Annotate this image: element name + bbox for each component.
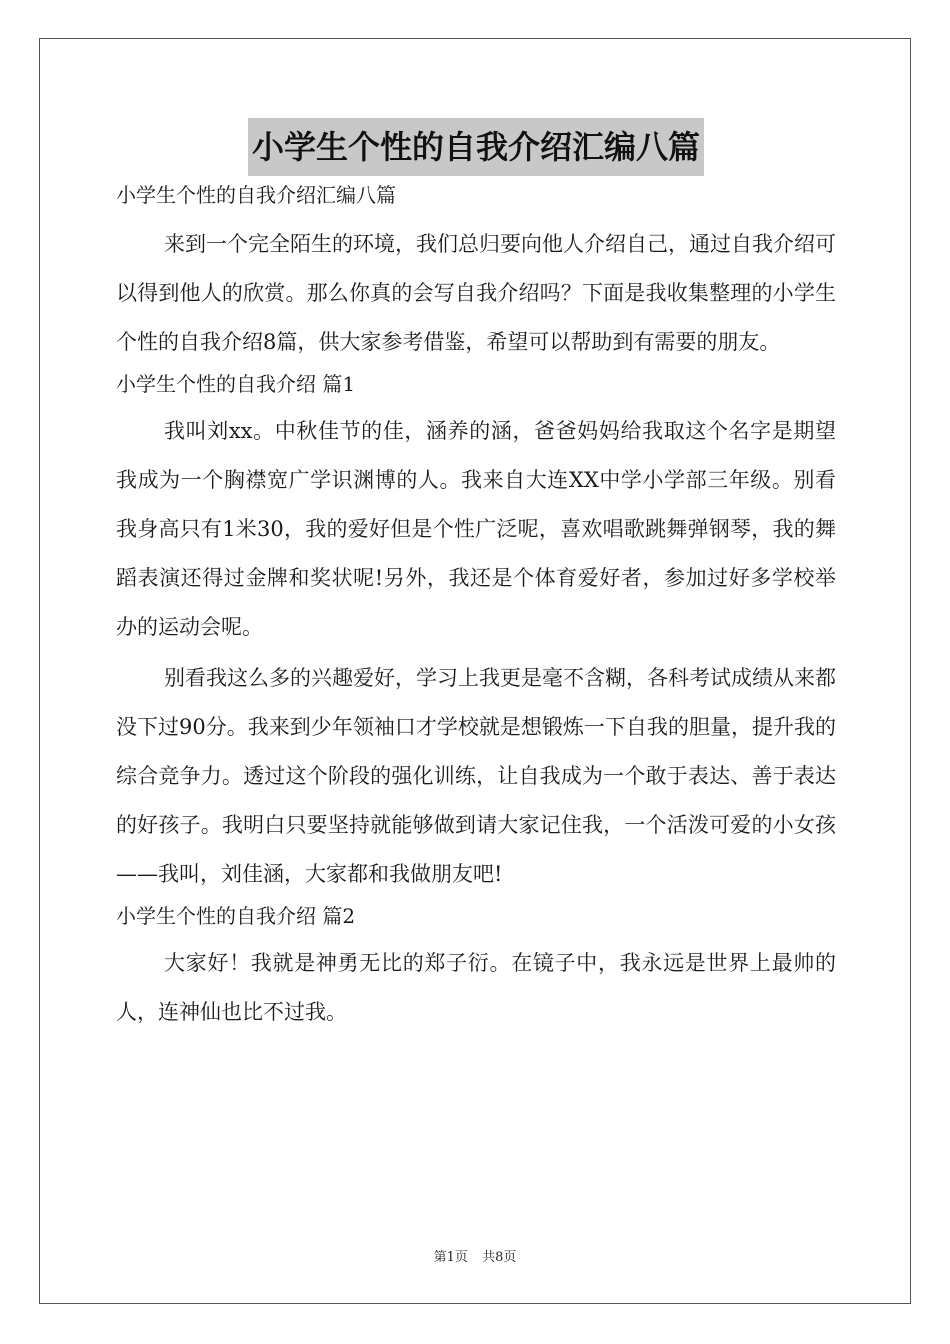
document-body: [116, 118, 836, 1039]
page-total: 共8页: [482, 1250, 517, 1265]
section-heading-2: 小学生个性的自我介绍 篇2: [116, 904, 356, 928]
title-wrap: [116, 118, 836, 176]
document-title: 小学生个性的自我介绍汇编八篇: [248, 118, 704, 176]
section-1-paragraph-2: 别看我这么多的兴趣爱好，学习上我更是毫不含糊，各科考试成绩从来都没下过90分。我来到少年领袖口才学校就是想锻炼一下自我的胆量，提升我的综合竞争力。透过这个阶段的强化训练，让自我成为一个敢于表达、善于表达的好孩子。我明白只要坚持就能够做到请大家记住我，一个活泼可爱的小女孩——我叫，刘佳涵，大家都和我做朋友吧!: [116, 666, 836, 886]
page-number: 第1页: [433, 1250, 468, 1265]
page-footer: [0, 1246, 950, 1265]
document-subtitle: 小学生个性的自我介绍汇编八篇: [116, 183, 396, 207]
section-1-paragraph-1: 我叫刘xx。中秋佳节的佳，涵养的涵，爸爸妈妈给我取这个名字是期望我成为一个胸襟宽广学识渊博的人。我来自大连XX中学小学部三年级。别看我身高只有1米30，我的爱好但是个性广泛呢，喜欢唱歌跳舞弹钢琴，我的舞蹈表演还得过金牌和奖状呢!另外，我还是个体育爱好者，参加过好多学校举办的运动会呢。: [116, 419, 836, 639]
section-heading-1: 小学生个性的自我介绍 篇1: [116, 372, 356, 396]
section-2-paragraph-1: 大家好！我就是神勇无比的郑子衍。在镜子中，我永远是世界上最帅的人，连神仙也比不过我。: [116, 951, 836, 1024]
intro-paragraph: 来到一个完全陌生的环境，我们总归要向他人介绍自己，通过自我介绍可以得到他人的欣赏。那么你真的会写自我介绍吗？下面是我收集整理的小学生个性的自我介绍8篇，供大家参考借鉴，希望可以帮助到有需要的朋友。: [116, 232, 836, 354]
